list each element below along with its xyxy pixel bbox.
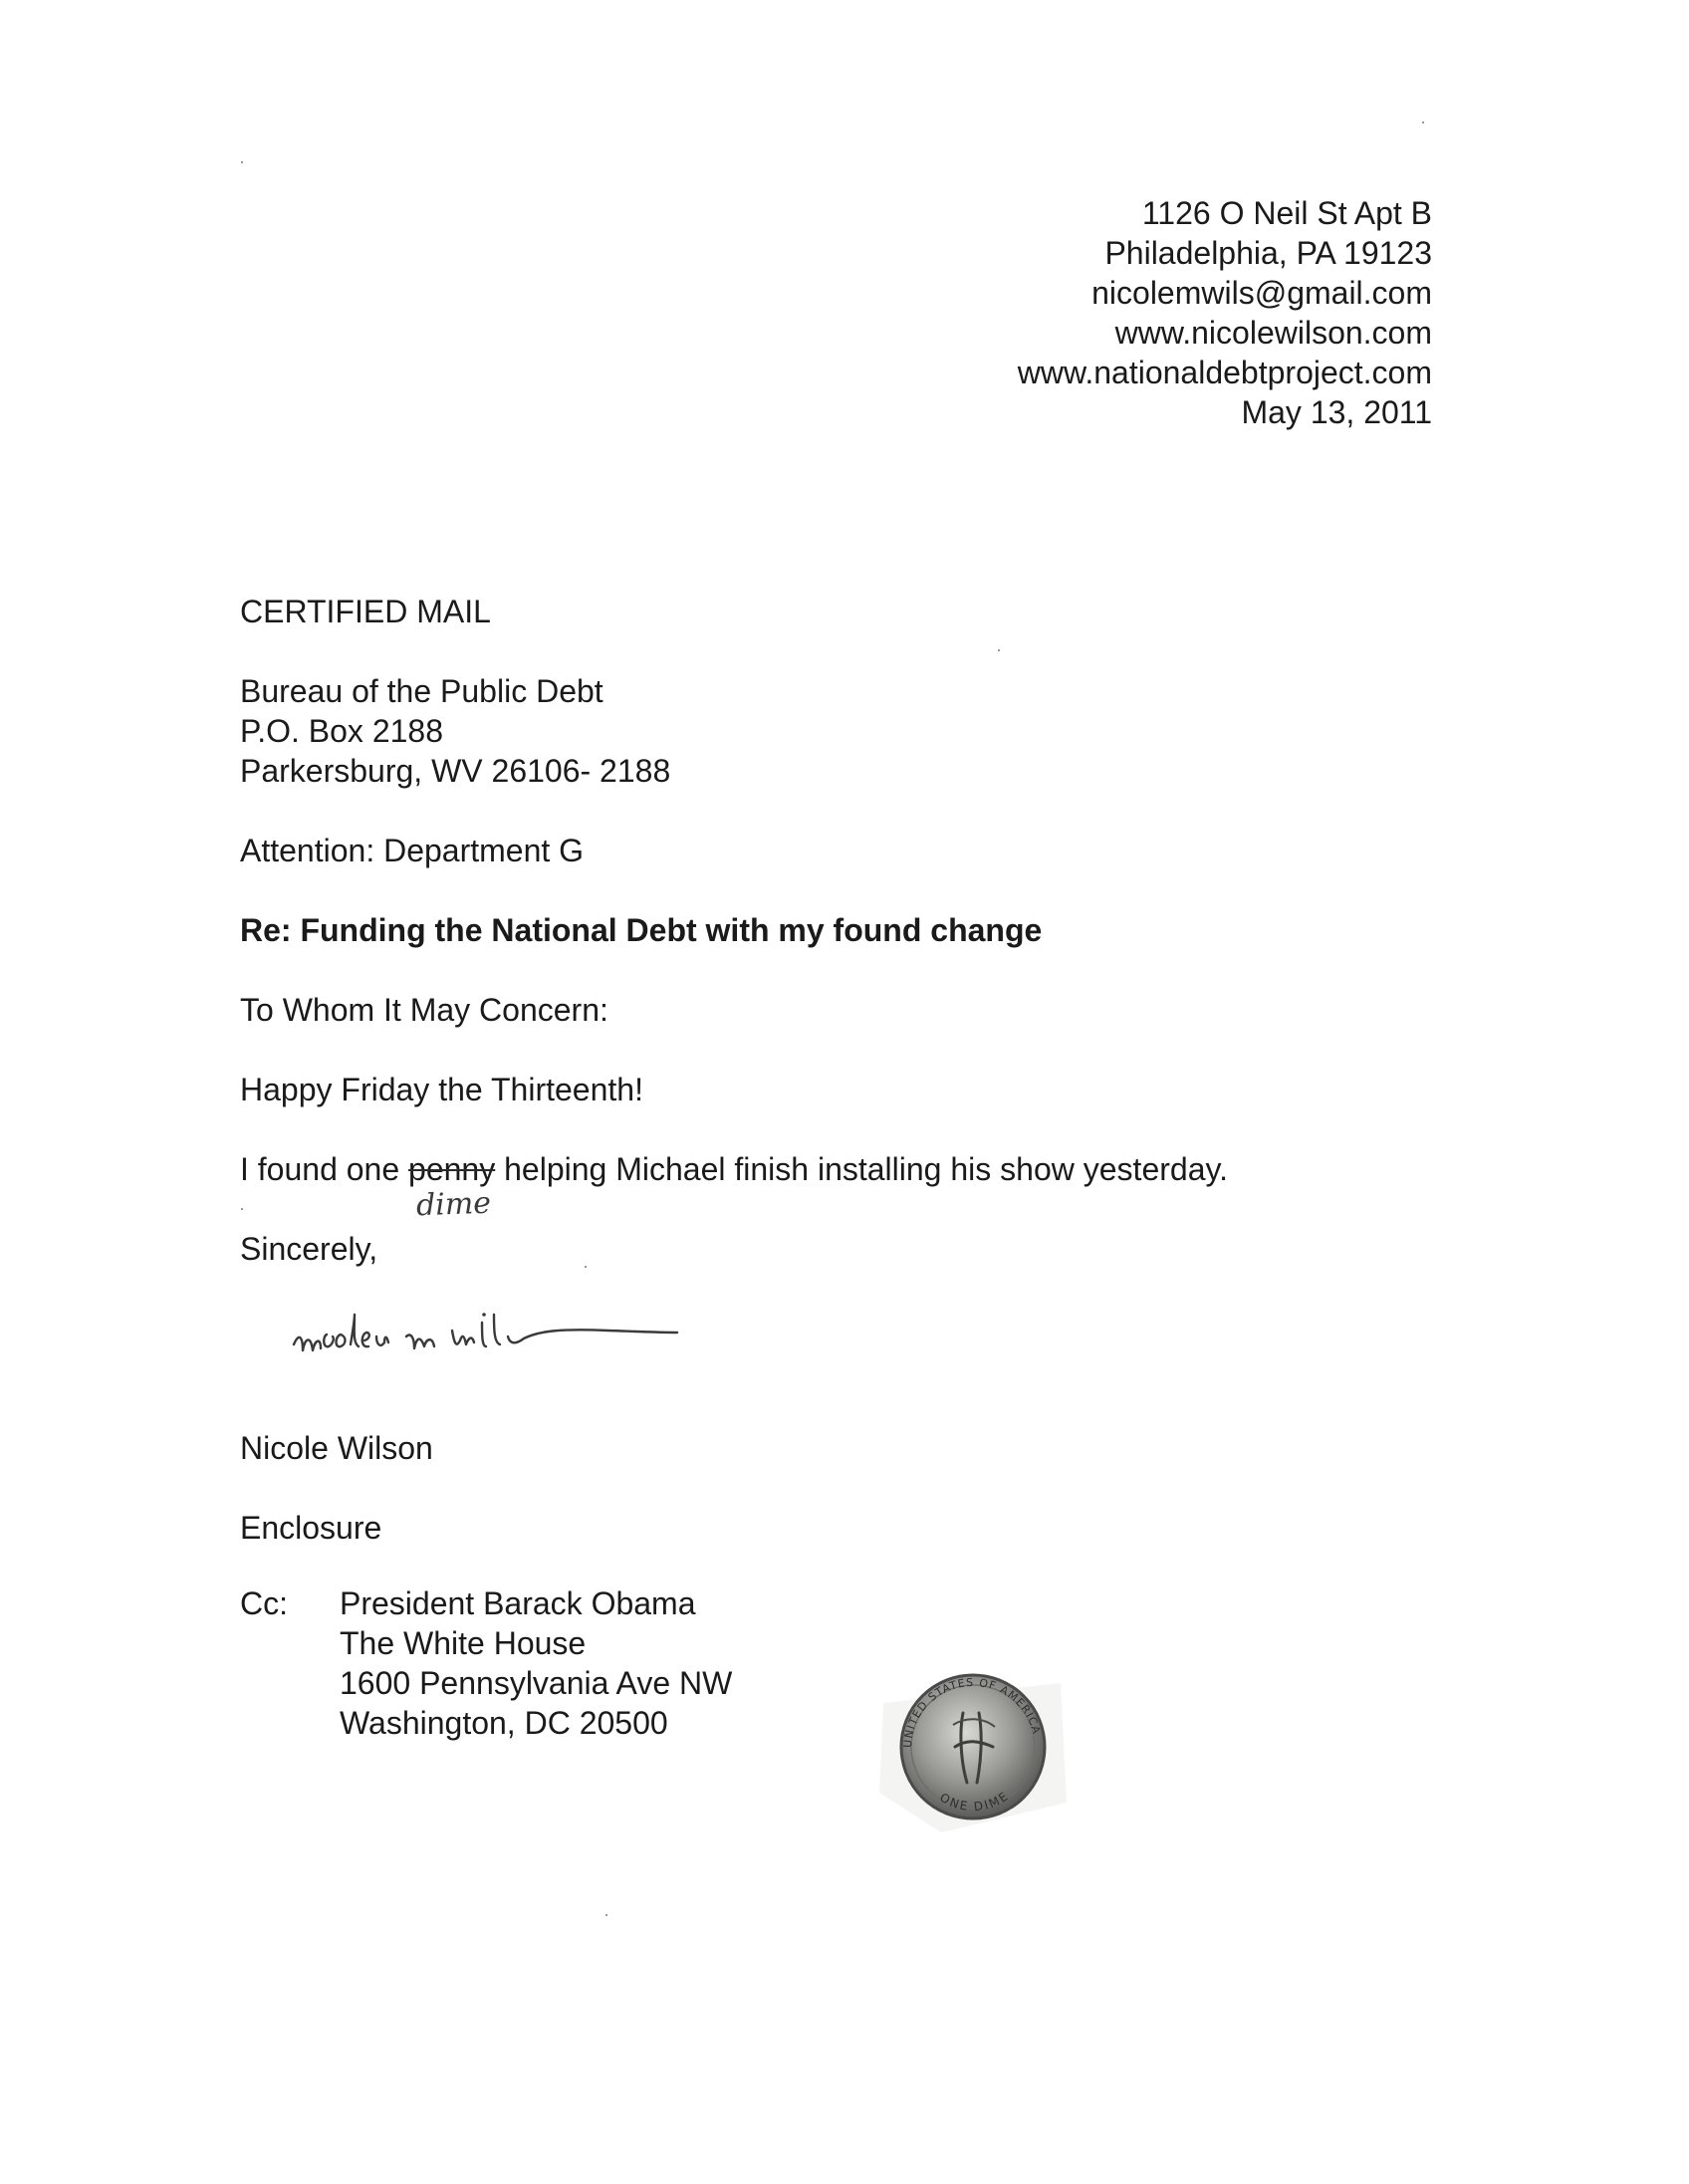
dime-bottom-text: ONE DIME — [937, 1788, 1012, 1815]
scan-speck — [1422, 121, 1424, 123]
handwritten-signature — [289, 1293, 767, 1382]
handwritten-correction: dime — [415, 1185, 492, 1224]
letter-date: May 13, 2011 — [1241, 394, 1432, 430]
mail-type: CERTIFIED MAIL — [240, 594, 491, 629]
body-paragraph — [240, 1149, 1435, 1224]
enclosure-note: Enclosure — [240, 1510, 382, 1546]
recipient-address-block — [240, 671, 1435, 791]
sender-city: Philadelphia, PA 19123 — [1104, 235, 1432, 271]
salutation: To Whom It May Concern: — [240, 992, 608, 1028]
letter-body — [240, 592, 1435, 1548]
dime-top-text: UNITED STATES OF AMERICA — [900, 1675, 1044, 1749]
sender-street: 1126 O Neil St Apt B — [1141, 195, 1432, 231]
scan-speck — [241, 161, 243, 163]
dime-coin — [871, 1643, 1071, 1842]
attention-line: Attention: Department G — [240, 833, 585, 868]
body-text-after: helping Michael finish installing his show yesterday. — [495, 1151, 1228, 1187]
sender-website-1: www.nicolewilson.com — [1114, 315, 1432, 351]
struck-word: penny — [408, 1151, 496, 1187]
cc-line: President Barack Obama — [340, 1585, 696, 1621]
cc-line: 1600 Pennsylvania Ave NW — [340, 1665, 733, 1701]
sender-website-2: www.nationaldebtproject.com — [1017, 355, 1432, 390]
recipient-box: P.O. Box 2188 — [240, 713, 443, 749]
cc-label: Cc: — [240, 1585, 288, 1621]
cc-line: Washington, DC 20500 — [340, 1705, 668, 1741]
closing: Sincerely, — [240, 1231, 378, 1267]
scan-speck — [605, 1914, 607, 1916]
cc-address — [340, 1583, 732, 1743]
signer-name: Nicole Wilson — [240, 1430, 433, 1466]
cc-line: The White House — [340, 1625, 587, 1661]
greeting-line: Happy Friday the Thirteenth! — [240, 1072, 643, 1107]
recipient-city: Parkersburg, WV 26106- 2188 — [240, 753, 671, 789]
sender-email: nicolemwils@gmail.com — [1091, 275, 1432, 311]
sender-address-block — [1018, 193, 1432, 432]
body-text-before: I found one — [240, 1151, 409, 1187]
subject-line: Re: Funding the National Debt with my found change — [240, 912, 1043, 948]
recipient-name: Bureau of the Public Debt — [240, 673, 603, 709]
